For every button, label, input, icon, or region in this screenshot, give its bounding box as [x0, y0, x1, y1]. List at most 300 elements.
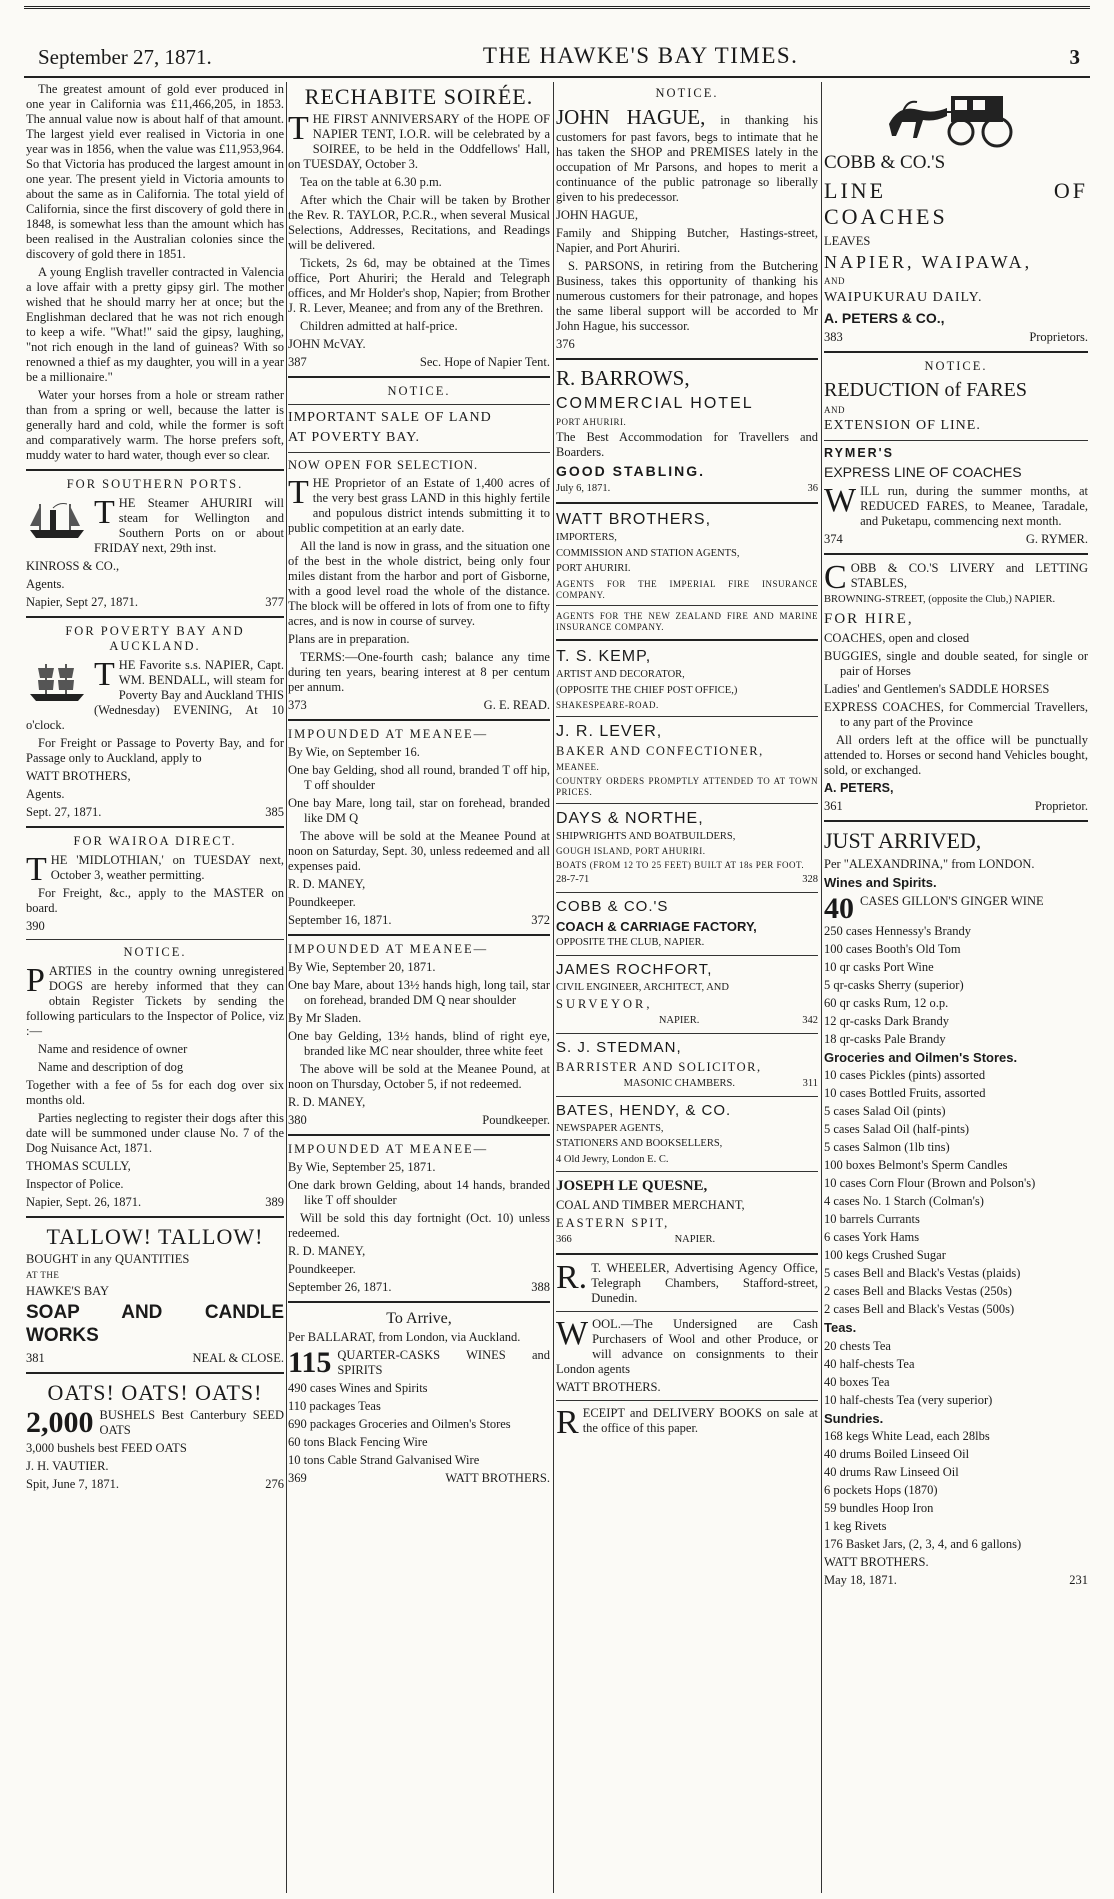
notice-signer: WATT BROTHERS.	[556, 1379, 661, 1394]
notice-subtitle: NOW OPEN FOR SELECTION.	[288, 457, 479, 472]
ad-line: 3,000 bushels best FEED OATS	[26, 1441, 187, 1456]
column-divider	[553, 82, 554, 1893]
ad-heading: FOR SOUTHERN PORTS.	[66, 477, 244, 491]
card-line: SURVEYOR,	[556, 997, 653, 1012]
card-line: NAPIER.	[658, 1015, 700, 1027]
divider	[288, 404, 550, 405]
divider	[288, 1134, 550, 1136]
notice-dogs	[26, 945, 284, 1210]
column-2	[288, 82, 550, 1893]
list-item: 168 kegs White Lead, each 28lbs	[824, 1429, 990, 1444]
ad-signer-title: Sec. Hope of Napier Tent.	[419, 355, 550, 370]
sundries-list	[824, 1429, 1088, 1552]
wines-list	[824, 924, 1088, 1047]
card-line: COACH & CARRIAGE FACTORY,	[556, 918, 757, 934]
card-name: JOSEPH LE QUESNE,	[556, 1178, 708, 1195]
divider	[26, 1372, 284, 1374]
notice-line: AND	[824, 404, 845, 415]
notice-line: By Mr Sladen.	[288, 1010, 362, 1025]
divider	[556, 639, 818, 641]
ad-date: Napier, Sept 27, 1871.	[26, 595, 138, 609]
ad-line: HAWKE'S BAY	[26, 1284, 110, 1299]
list-item: 40 drums Boiled Linseed Oil	[824, 1447, 970, 1462]
ad-item: 60 tons Black Fencing Wire	[288, 1435, 428, 1450]
card-line: EASTERN SPIT,	[556, 1216, 670, 1231]
notice-line: REDUCTION of FARES	[824, 378, 1027, 401]
notice-item: Name and residence of owner	[38, 1042, 188, 1056]
issue-date: September 27, 1871.	[38, 44, 212, 69]
list-item: 6 cases York Hams	[824, 1230, 920, 1245]
card-number: 342	[802, 1015, 818, 1027]
section-heading: Groceries and Oilmen's Stores.	[824, 1049, 1018, 1065]
card-name: JAMES ROCHFORT,	[556, 960, 713, 978]
ad-signer: WATT BROTHERS,	[26, 769, 131, 783]
ad-signer-title: Proprietor.	[1034, 798, 1088, 813]
notice-wool	[556, 1314, 818, 1395]
ad-line: Children admitted at half-price.	[300, 319, 458, 334]
notice-sale: Will be sold this day fortnight (Oct. 10) unless redeemed.	[288, 1210, 550, 1240]
list-item: 5 cases Salad Oil (half-pints)	[824, 1122, 970, 1137]
divider	[556, 1171, 818, 1172]
ad-number: 361	[824, 798, 843, 813]
notice-terms: TERMS:—One-fourth cash; balance any time during ten years, bearing interest at 8 per centum per annum.	[288, 649, 550, 694]
divider	[26, 939, 284, 940]
divider	[556, 1253, 818, 1255]
notice-signer: R. D. MANEY,	[288, 1243, 366, 1258]
divider	[556, 803, 818, 804]
card-number: 328	[802, 874, 818, 886]
list-item: 100 boxes Belmont's Sperm Candles	[824, 1158, 1008, 1173]
card-le-quesne	[556, 1177, 818, 1247]
list-item: 10 half-chests Tea (very superior)	[824, 1392, 993, 1407]
notice-number: 373	[288, 697, 307, 712]
notice-signer: THOMAS SCULLY,	[26, 1159, 131, 1173]
ad-line: Per "ALEXANDRINA," from LONDON.	[824, 856, 1035, 871]
list-item: 10 cases Pickles (pints) assorted	[824, 1068, 986, 1083]
ad-number: 276	[265, 1477, 284, 1492]
card-name: DAYS & NORTHE,	[556, 809, 704, 827]
card-line: OPPOSITE THE CLUB, NAPIER.	[556, 937, 705, 949]
ad-soiree	[288, 84, 550, 370]
ad-item: 490 cases Wines and Spirits	[288, 1381, 428, 1396]
steamer-icon	[26, 498, 88, 542]
ad-signer: J. H. VAUTIER.	[26, 1459, 109, 1474]
card-line: BOATS (FROM 12 TO 25 FEET) BUILT AT 18s PER FOOT.	[556, 860, 805, 871]
notice-signer-title: Poundkeeper.	[288, 1261, 356, 1276]
column-3	[556, 82, 818, 1893]
notice-body: ILL run, during the summer months, at REDUCED FARES, to Meanee, Taradale, and Puketapu, commencing next month.	[860, 483, 1088, 528]
notice-warning: Parties neglecting to register their dogs after this date will be summoned under clause No. 7 of the Dog Nuisance Act, 1871.	[26, 1111, 284, 1155]
ad-number: 381	[26, 1350, 45, 1365]
notice-fares	[824, 359, 1088, 547]
card-number: 366	[556, 1234, 572, 1246]
notice-land-sale	[288, 384, 550, 713]
ad-number: 369	[288, 1471, 307, 1486]
ad-line: Tickets, 2s 6d, may be obtained at the Times office, Port Ahuriri; the Herald and Telegraph offices, and Mr Holder's shop, Napier; from Brother J. R. Lever, Meanee; and from any of the Brethren.	[288, 256, 550, 316]
card-line: PORT AHURIRI.	[556, 416, 627, 427]
card-line: COUNTRY ORDERS PROMPTLY ATTENDED TO AT TOWN PRICES.	[556, 776, 818, 797]
notice-line: EXPRESS LINE OF COACHES	[824, 464, 1022, 481]
ad-body: HE Favorite s.s. NAPIER, Capt. WM. BENDALL, will steam for Poverty Bay and Auckland THIS (Wednesday) EVENING, At 10 o'clock.	[26, 658, 284, 732]
notice-sale: The above will be sold at the Meanee Pound, at noon on Thursday, October 5, if not redeemed.	[288, 1061, 550, 1091]
notice-signer: R. D. MANEY,	[288, 1094, 366, 1109]
ad-number: 387	[288, 355, 307, 370]
notice-heading: IMPOUNDED AT MEANEE—	[288, 1141, 489, 1156]
card-line: MEANEE.	[556, 762, 600, 773]
drop-cap: P	[26, 962, 45, 999]
card-line: 4 Old Jewry, London E. C.	[556, 1153, 669, 1165]
divider	[556, 955, 818, 956]
notice-heading: IMPOUNDED AT MEANEE—	[288, 941, 489, 956]
ad-item: Ladies' and Gentlemen's SADDLE HORSES	[824, 681, 1050, 696]
card-name: WATT BROTHERS,	[556, 510, 712, 528]
ad-item: COACHES, open and closed	[824, 630, 970, 645]
notice-number: 389	[265, 1195, 284, 1209]
divider	[556, 892, 818, 893]
notice-line: By Wie, September 25, 1871.	[288, 1159, 436, 1174]
card-line: BAKER AND CONFECTIONER,	[556, 744, 764, 759]
ad-number: 390	[26, 919, 45, 933]
ad-orders: All orders left at the office will be punctually attended to. Horses or second hand Vehicles bought, sold, or exchanged.	[824, 732, 1088, 777]
list-item: 40 half-chests Tea	[824, 1356, 915, 1371]
notice-line: By Wie, on September 16.	[288, 744, 420, 759]
card-date: 28-7-71	[556, 874, 590, 886]
card-line: ARTIST AND DECORATOR,	[556, 669, 685, 681]
divider	[556, 1311, 818, 1312]
notice-line: EXTENSION OF LINE.	[824, 418, 981, 434]
notice-number: 380	[288, 1112, 307, 1127]
ad-date: May 18, 1871.	[824, 1573, 897, 1588]
divider	[26, 826, 284, 828]
card-line: AGENTS FOR THE NEW ZEALAND FIRE AND MARINE INSURANCE COMPANY.	[556, 611, 818, 633]
drop-cap: R.	[556, 1258, 588, 1296]
ad-signer: KINROSS & CO.,	[26, 559, 120, 573]
notice-signer-title: Inspector of Police.	[26, 1177, 124, 1191]
divider	[26, 616, 284, 618]
notice-signer-title: Family and Shipping Butcher, Hastings-street, Napier, and Port Ahuriri.	[556, 226, 818, 256]
notice-body: in thanking his customers for past favors, begs to intimate that he has taken the SHOP and PREMISES lately in the occupation of Mr Parsons, and hopes to merit a continuance of the public patronage so liberally given to his predecessor.	[556, 113, 818, 205]
list-item: 10 cases Bottled Fruits, assorted	[824, 1086, 986, 1101]
ad-line: Per BALLARAT, from London, via Auckland.	[288, 1330, 521, 1345]
divider	[288, 376, 550, 378]
card-line: COMMERCIAL HOTEL	[556, 395, 754, 413]
notice-title: IMPORTANT SALE OF LAND	[288, 410, 492, 426]
divider	[824, 553, 1088, 555]
notice-title: AT POVERTY BAY.	[288, 430, 421, 446]
drop-cap: C	[824, 558, 847, 596]
notice-parsons: S. PARSONS, in retiring from the Butchering Business, takes this opportunity of thanking his numerous customers for their patronage, and hopes the same liberal support will be accorded to Mr John Hague, his successor.	[556, 259, 818, 334]
drop-cap: T	[288, 110, 309, 148]
card-number: 36	[807, 483, 818, 495]
column-1	[26, 82, 284, 1893]
card-line: COAL AND TIMBER MERCHANT,	[556, 1198, 745, 1213]
card-name: S. J. STEDMAN,	[556, 1039, 682, 1056]
card-line: AGENTS FOR THE IMPERIAL FIRE INSURANCE COMPANY.	[556, 578, 818, 600]
notice-item: One bay Gelding, shod all round, branded T off hip, T off shoulder	[288, 762, 550, 792]
divider	[556, 1033, 818, 1034]
ad-heading: To Arrive,	[386, 1309, 452, 1327]
notice-item: One bay Mare, long tail, star on forehead, branded like DM Q	[288, 795, 550, 825]
ad-body: HE 'MIDLOTHIAN,' on TUESDAY next, October 3, weather permitting.	[50, 853, 284, 882]
card-bates-hendy	[556, 1102, 818, 1167]
list-item: 5 cases Salad Oil (pints)	[824, 1104, 946, 1119]
card-line: NEWSPAPER AGENTS,	[556, 1122, 664, 1134]
list-item: 100 kegs Crushed Sugar	[824, 1248, 946, 1263]
ad-heading: FOR WAIROA DIRECT.	[73, 834, 237, 848]
ad-number: 385	[265, 805, 284, 819]
ad-item: BUGGIES, single and double seated, for single or pair of Horses	[824, 648, 1088, 678]
ad-southern-ports	[26, 477, 284, 610]
ad-tallow	[26, 1224, 284, 1366]
drop-cap: T	[288, 473, 309, 511]
list-item: 100 cases Booth's Old Tom	[824, 941, 961, 956]
card-stedman	[556, 1039, 818, 1091]
notice-signer: R. D. MANEY,	[288, 876, 366, 891]
ad-signer: WATT BROTHERS.	[824, 1555, 929, 1570]
article-horses: Water your horses from a hole or stream rather than from a spring or well, because the latter is generally hard and cold, while the former is soft and comparatively warm. The horse prefers soft, muddy water to hard water, though ever so clear.	[26, 388, 284, 462]
ad-line: NAPIER, WAIPAWA,	[824, 251, 1033, 272]
card-number: 311	[802, 1078, 818, 1089]
card-line: (OPPOSITE THE CHIEF POST OFFICE,)	[556, 684, 738, 696]
ad-livery	[824, 558, 1088, 814]
ad-line: Tea on the table at 6.30 p.m.	[300, 175, 442, 190]
notice-impounded-3	[288, 1142, 550, 1295]
notice-signer: JOHN HAGUE,	[556, 208, 638, 223]
list-item: 40 drums Raw Linseed Oil	[824, 1465, 959, 1480]
ad-line: QUARTER-CASKS WINES and SPIRITS	[337, 1348, 550, 1378]
ad-line: BUSHELS Best Canterbury SEED OATS	[99, 1408, 284, 1438]
card-lever	[556, 722, 818, 798]
ad-freight: For Freight, &c., apply to the MASTER on board.	[26, 886, 284, 915]
divider	[556, 358, 818, 360]
notice-heading: IMPOUNDED AT MEANEE—	[288, 726, 489, 741]
notice-john-hague	[556, 86, 818, 352]
newspaper-title: THE HAWKE'S BAY TIMES.	[482, 43, 799, 69]
section-heading: Sundries.	[824, 1410, 884, 1426]
notice-fee: Together with a fee of 5s for each dog over six months old.	[26, 1078, 284, 1107]
drop-cap: T	[26, 851, 47, 888]
teas-list	[824, 1339, 1088, 1408]
card-body: T. WHEELER, Advertising Agency Office, Telegraph Chambers, Stafford-street, Dunedin.	[591, 1260, 818, 1305]
list-item: 18 qr-casks Pale Brandy	[824, 1031, 946, 1046]
ad-line: After which the Chair will be taken by Brother the Rev. R. TAYLOR, P.C.R., when several Musical Selections, Addresses, Recitations, and Readings will be delivered.	[288, 193, 550, 253]
card-line: STATIONERS AND BOOKSELLERS,	[556, 1138, 723, 1150]
divider	[824, 351, 1088, 353]
ad-line: WAIPUKURAU DAILY.	[824, 289, 983, 305]
ad-item: 690 packages Groceries and Oilmen's Stores	[288, 1417, 511, 1432]
masthead-rule	[24, 76, 1090, 78]
ad-number: 377	[265, 595, 284, 609]
ad-signer-title: Agents.	[26, 787, 65, 801]
ad-heading: FOR POVERTY BAY AND AUCKLAND.	[65, 624, 245, 653]
card-line: PORT AHURIRI.	[556, 563, 631, 575]
list-item: 10 cases Corn Flour (Brown and Polson's)	[824, 1176, 1036, 1191]
ad-item: 110 packages Teas	[288, 1399, 381, 1414]
notice-signer-title: Poundkeeper.	[288, 894, 356, 909]
card-cobb-factory	[556, 898, 818, 950]
ad-line: LINE OF COACHES	[824, 177, 1088, 230]
card-line: CIVIL ENGINEER, ARCHITECT, AND	[556, 981, 729, 993]
section-heading: Wines and Spirits.	[824, 874, 937, 890]
divider	[288, 452, 550, 453]
column-divider	[821, 82, 822, 1893]
ad-signer: A. PETERS,	[824, 780, 894, 795]
list-item: 12 qr-casks Dark Brandy	[824, 1013, 950, 1028]
notice-impounded-2	[288, 942, 550, 1128]
divider	[556, 502, 818, 504]
card-name: BATES, HENDY, & CO.	[556, 1101, 732, 1119]
list-item: 2 cases Bell and Blacks Vestas (250s)	[824, 1284, 1012, 1299]
column-divider	[286, 82, 287, 1893]
notice-number: 388	[531, 1279, 550, 1294]
list-item: 4 cases No. 1 Starch (Colman's)	[824, 1194, 984, 1209]
column-4	[824, 82, 1088, 1893]
ad-heading: JUST ARRIVED,	[824, 827, 982, 853]
list-item: 6 pockets Hops (1870)	[824, 1483, 938, 1498]
list-item: 5 qr-casks Sherry (superior)	[824, 977, 964, 992]
card-rochfort	[556, 961, 818, 1028]
list-item: 250 cases Hennessy's Brandy	[824, 923, 972, 938]
list-item: 20 chests Tea	[824, 1338, 891, 1353]
notice-heading: NOTICE.	[123, 945, 187, 959]
notice-signer: G. RYMER.	[1025, 531, 1088, 546]
card-line: COMMISSION AND STATION AGENTS,	[556, 547, 740, 559]
notice-item: Name and description of dog	[38, 1060, 184, 1074]
ad-date: Sept. 27, 1871.	[26, 805, 102, 819]
card-name: J. R. LEVER,	[556, 723, 663, 741]
section-heading: Teas.	[824, 1320, 857, 1336]
ad-title: OBB & CO.'S LIVERY and LETTING STABLES,	[850, 560, 1088, 590]
card-line: IMPORTERS,	[556, 531, 617, 543]
ad-poverty-bay	[26, 624, 284, 820]
notice-sale: The above will be sold at the Meanee Pound at noon on Saturday, Sept. 30, unless redeemed and all expenses paid.	[288, 828, 550, 873]
ad-just-arrived	[824, 828, 1088, 1589]
drop-cap: R	[556, 1403, 579, 1441]
ad-signer: WATT BROTHERS.	[445, 1471, 550, 1486]
divider	[556, 605, 818, 606]
notice-number: 376	[556, 337, 575, 352]
ad-signer: NEAL & CLOSE.	[192, 1350, 284, 1365]
notice-name: JOHN HAGUE,	[556, 105, 706, 129]
card-wheeler	[556, 1258, 818, 1306]
ad-line: CASES GILLON'S GINGER WINE	[860, 893, 1044, 908]
ad-number: 231	[1069, 1573, 1088, 1588]
list-item: 176 Basket Jars, (2, 3, 4, and 6 gallons)	[824, 1537, 1022, 1552]
divider	[556, 1096, 818, 1097]
divider	[556, 1400, 818, 1401]
divider	[288, 1301, 550, 1303]
ad-wairoa	[26, 834, 284, 934]
notice-heading: NOTICE.	[924, 358, 988, 373]
notice-number: 372	[531, 912, 550, 927]
notice-line: Plans are in preparation.	[288, 631, 410, 646]
drop-cap: T	[94, 656, 115, 693]
notice-body: OOL.—The Undersigned are Cash Purchasers of Wool and other Produce, or will advance on consignments to their London agents	[556, 1316, 818, 1376]
list-item: 10 barrels Currants	[824, 1212, 920, 1227]
notice-receipt-books	[556, 1403, 818, 1441]
notice-item: One bay Gelding, 13½ hands, blind of right eye, branded like MC near shoulder, three white feet	[288, 1028, 550, 1058]
notice-number: 374	[824, 531, 843, 546]
card-line: SHIPWRIGHTS AND BOATBUILDERS,	[556, 830, 736, 842]
notice-date: Napier, Sept. 26, 1871.	[26, 1195, 142, 1209]
card-line: SHAKESPEARE-ROAD.	[556, 700, 659, 711]
ad-freight: For Freight or Passage to Poverty Bay, and for Passage only to Auckland, apply to	[26, 736, 284, 765]
ad-number: 383	[824, 329, 843, 344]
card-kemp	[556, 647, 818, 711]
list-item: 2 cases Bell and Black's Vestas (500s)	[824, 1302, 1015, 1317]
card-days-northe	[556, 809, 818, 887]
list-item: 60 qr casks Rum, 12 o.p.	[824, 995, 949, 1010]
groceries-list	[824, 1068, 1088, 1317]
masthead	[38, 38, 1080, 70]
notice-impounded-1	[288, 727, 550, 928]
divider	[26, 469, 284, 471]
card-date: July 6, 1871.	[556, 483, 611, 495]
divider	[824, 820, 1088, 822]
card-line: NAPIER.	[674, 1234, 716, 1246]
notice-signer-title: Poundkeeper.	[482, 1112, 550, 1127]
list-item: 59 bundles Hoop Iron	[824, 1501, 934, 1516]
notice-body: All the land is now in grass, and the situation one of the best in the whole district, being only four miles distant from the harbor and port of Gisborne, with a good level road the whole of the distance. The block will be offered in lots of from one to fifty acres, and is now in course of survey.	[288, 538, 550, 628]
ad-quantity: 2,000	[26, 1406, 94, 1440]
drop-cap: T	[94, 494, 115, 531]
divider	[26, 1216, 284, 1218]
card-line: BARRISTER AND SOLICITOR,	[556, 1060, 762, 1074]
notice-date: September 26, 1871.	[288, 1279, 392, 1294]
top-rule	[24, 6, 1090, 9]
article-gipsy: A young English traveller contracted in Valencia a love affair with a pretty gipsy girl. The mother wished that he should marry her at once; but the Englishman declared that he was not rich enough to keep a wife. "What!" said the gipsy, laughing, "not rich enough in the land of guineas? With so renowned a thief as my daughter, you will in a year be a millionaire."	[26, 265, 284, 384]
card-watt-brothers	[556, 510, 818, 633]
ad-heading: RECHABITE SOIRÉE.	[304, 84, 534, 109]
ad-line: BOUGHT in any QUANTITIES	[26, 1252, 190, 1267]
card-name: R. BARROWS,	[556, 366, 690, 391]
ad-line: COBB & CO.'S	[824, 152, 946, 173]
ad-cobb-coaches	[824, 82, 1088, 345]
sailing-ship-icon	[26, 660, 88, 704]
list-item: 1 keg Rivets	[824, 1519, 887, 1534]
notice-line: By Wie, September 20, 1871.	[288, 959, 436, 974]
drop-cap: W	[556, 1314, 589, 1352]
ad-heading: OATS! OATS! OATS!	[47, 1379, 263, 1405]
ad-oats	[26, 1380, 284, 1492]
page-number: 3	[1069, 44, 1080, 69]
ad-line: LEAVES	[824, 233, 871, 248]
stagecoach-icon	[881, 82, 1031, 152]
ad-item: 10 tons Cable Strand Galvanised Wire	[288, 1453, 480, 1468]
card-line: The Best Accommodation for Travellers and Boarders.	[556, 430, 818, 460]
notice-heading: NOTICE.	[387, 384, 451, 399]
ad-address: BROWNING-STREET, (opposite the Club,) NAPIER.	[824, 593, 1056, 605]
divider	[288, 719, 550, 721]
notice-body: ARTIES in the country owning unregistered DOGS are hereby informed that they can obtain Register Tickets by sending the following particulars to the Inspector of Police, viz :—	[26, 964, 284, 1038]
ad-date: Spit, June 7, 1871.	[26, 1477, 120, 1492]
notice-heading: NOTICE.	[655, 86, 719, 100]
divider	[288, 934, 550, 936]
notice-item: One dark brown Gelding, about 14 hands, branded like T off shoulder	[288, 1177, 550, 1207]
notice-line: RYMER'S	[824, 446, 894, 461]
notice-date: September 16, 1871.	[288, 912, 392, 927]
list-item: 40 boxes Tea	[824, 1374, 890, 1389]
card-name: COBB & CO.'S	[556, 897, 669, 915]
ad-heading: TALLOW! TALLOW!	[46, 1224, 264, 1249]
card-name: T. S. KEMP,	[556, 647, 652, 665]
ad-signer-title: Proprietors.	[1029, 329, 1088, 344]
list-item: 10 qr casks Port Wine	[824, 959, 934, 974]
ad-signer: A. PETERS & CO.,	[824, 309, 945, 326]
ad-item: EXPRESS COACHES, for Commercial Travellers, to any part of the Province	[824, 699, 1088, 729]
ad-line: FOR HIRE,	[824, 610, 914, 627]
drop-cap: W	[824, 481, 857, 519]
